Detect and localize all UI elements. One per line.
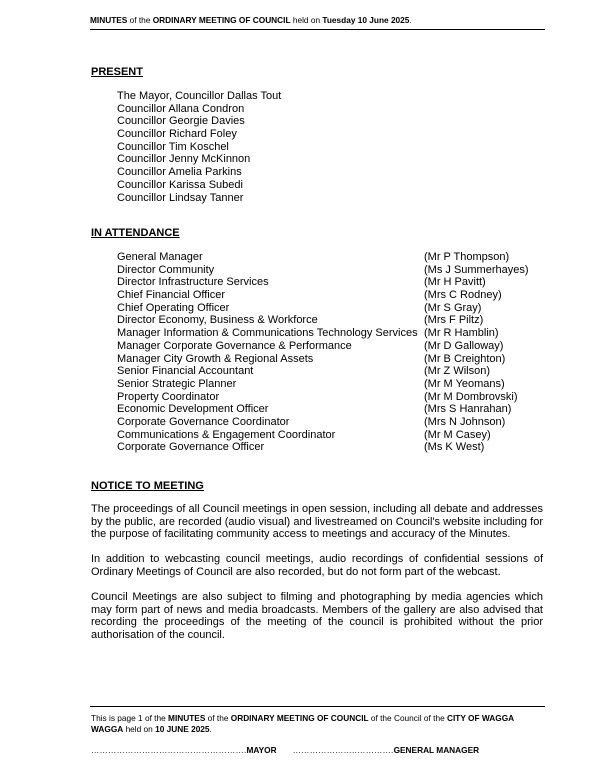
attendance-name: (Mr M Casey)	[424, 428, 491, 441]
attendance-role: Manager Information & Communications Technology Services	[117, 327, 418, 340]
footer-date: 10 JUNE 2025	[155, 723, 210, 734]
signature-line	[91, 745, 479, 755]
present-member: Councillor Tim Koschel	[117, 140, 229, 153]
footer-text-part: .	[209, 723, 212, 734]
present-list	[117, 90, 281, 204]
attendance-name: (Mr S Gray)	[424, 301, 482, 314]
attendance-heading: IN ATTENDANCE	[91, 227, 180, 239]
attendance-name: (Mrs N Johnson)	[424, 415, 506, 428]
present-member: Councillor Lindsay Tanner	[117, 191, 244, 204]
header-end: .	[409, 15, 412, 25]
attendance-name: (Ms J Summerhayes)	[424, 263, 529, 276]
attendance-role: Corporate Governance Officer	[117, 441, 265, 454]
footer-text-part: of the	[205, 713, 231, 723]
footer-minutes: MINUTES	[168, 713, 206, 723]
attendance-name: (Mr Z Wilson)	[424, 365, 490, 378]
footer-divider	[90, 706, 545, 707]
present-member: Councillor Richard Foley	[117, 128, 237, 141]
mayor-label: MAYOR	[246, 745, 277, 755]
footer-page-note	[91, 713, 546, 734]
present-member: Councillor Jenny McKinnon	[117, 153, 251, 166]
attendance-name: (Mr R Hamblin)	[424, 327, 499, 340]
header-held-on: held on	[290, 15, 323, 25]
notice-paragraph: In addition to webcasting council meetings, audio recordings of confidential sessions of Ordinary Meetings of Council are also recorded, but do not form part of the webcast.	[91, 553, 543, 578]
present-member: Councillor Allana Condron	[117, 102, 245, 115]
attendance-name: (Mrs S Hanrahan)	[424, 403, 512, 416]
attendance-role: Director Infrastructure Services	[117, 276, 269, 289]
attendance-role: Communications & Engagement Coordinator	[117, 428, 336, 441]
attendance-role: Corporate Governance Coordinator	[117, 415, 290, 428]
header-date: Tuesday 10 June 2025	[322, 15, 410, 25]
attendance-role: Economic Development Officer	[117, 403, 269, 416]
notice-paragraph: The proceedings of all Council meetings in open session, including all debate and addresses by the public, are recorded (audio visual) and livestreamed on Council's website including for the purpose of facilitating community access to meetings and accuracy of the Minutes.	[91, 503, 543, 540]
footer-text-part: of the Council of the	[368, 713, 447, 723]
attendance-name: (Mr H Pavitt)	[424, 276, 486, 289]
attendance-name: (Ms K West)	[424, 441, 485, 454]
notice-paragraph: Council Meetings are also subject to filming and photographing by media agencies which may form part of news and media broadcasts. Members of the gallery are also advised that recording the proceedings of the meeting of the council is prohibited without the prior authorisation of the council.	[91, 591, 543, 641]
footer-council-name: CITY OF WAGGA WAGGA	[91, 713, 514, 734]
attendance-name: (Mr D Galloway)	[424, 339, 504, 352]
attendance-role: Senior Financial Accountant	[117, 365, 254, 378]
gm-label: GENERAL MANAGER	[393, 745, 480, 755]
attendance-role: Chief Financial Officer	[117, 289, 226, 302]
attendance-name: (Mr M Yeomans)	[424, 377, 505, 390]
header-meeting-type: ORDINARY MEETING OF COUNCIL	[152, 15, 291, 25]
gm-signature-dots: …………………..………….	[292, 745, 394, 755]
notice-heading: NOTICE TO MEETING	[91, 480, 204, 492]
present-heading: PRESENT	[91, 66, 143, 78]
footer-meeting-type: ORDINARY MEETING OF COUNCIL	[230, 713, 369, 723]
present-member: Councillor Georgie Davies	[117, 115, 245, 128]
attendance-role: Manager City Growth & Regional Assets	[117, 352, 314, 365]
page-header	[90, 15, 545, 30]
present-member: Councillor Karissa Subedi	[117, 178, 243, 191]
footer-text-part: held on	[123, 723, 156, 734]
header-of: of the	[127, 15, 153, 25]
present-member: The Mayor, Councillor Dallas Tout	[117, 90, 282, 102]
attendance-name: (Mr P Thompson)	[424, 251, 510, 263]
mayor-signature-dots: ……………………………………………….	[91, 745, 247, 755]
attendance-role: Senior Strategic Planner	[117, 377, 237, 390]
attendance-role: Property Coordinator	[117, 390, 220, 403]
attendance-role: Manager Corporate Governance & Performance	[117, 339, 352, 352]
attendance-role: Director Community	[117, 263, 215, 276]
attendance-name: (Mrs C Rodney)	[424, 289, 502, 302]
present-member: Councillor Amelia Parkins	[117, 166, 242, 179]
attendance-name: (Mrs F Piltz)	[424, 314, 484, 327]
footer-text-part: This is page 1 of the	[91, 713, 169, 723]
attendance-name: (Mr M Dombrovski)	[424, 390, 518, 403]
attendance-role: General Manager	[117, 251, 203, 263]
header-minutes: MINUTES	[90, 15, 128, 25]
attendance-role: Director Economy, Business & Workforce	[117, 314, 318, 327]
attendance-role: Chief Operating Officer	[117, 301, 230, 314]
attendance-name: (Mr B Creighton)	[424, 352, 506, 365]
